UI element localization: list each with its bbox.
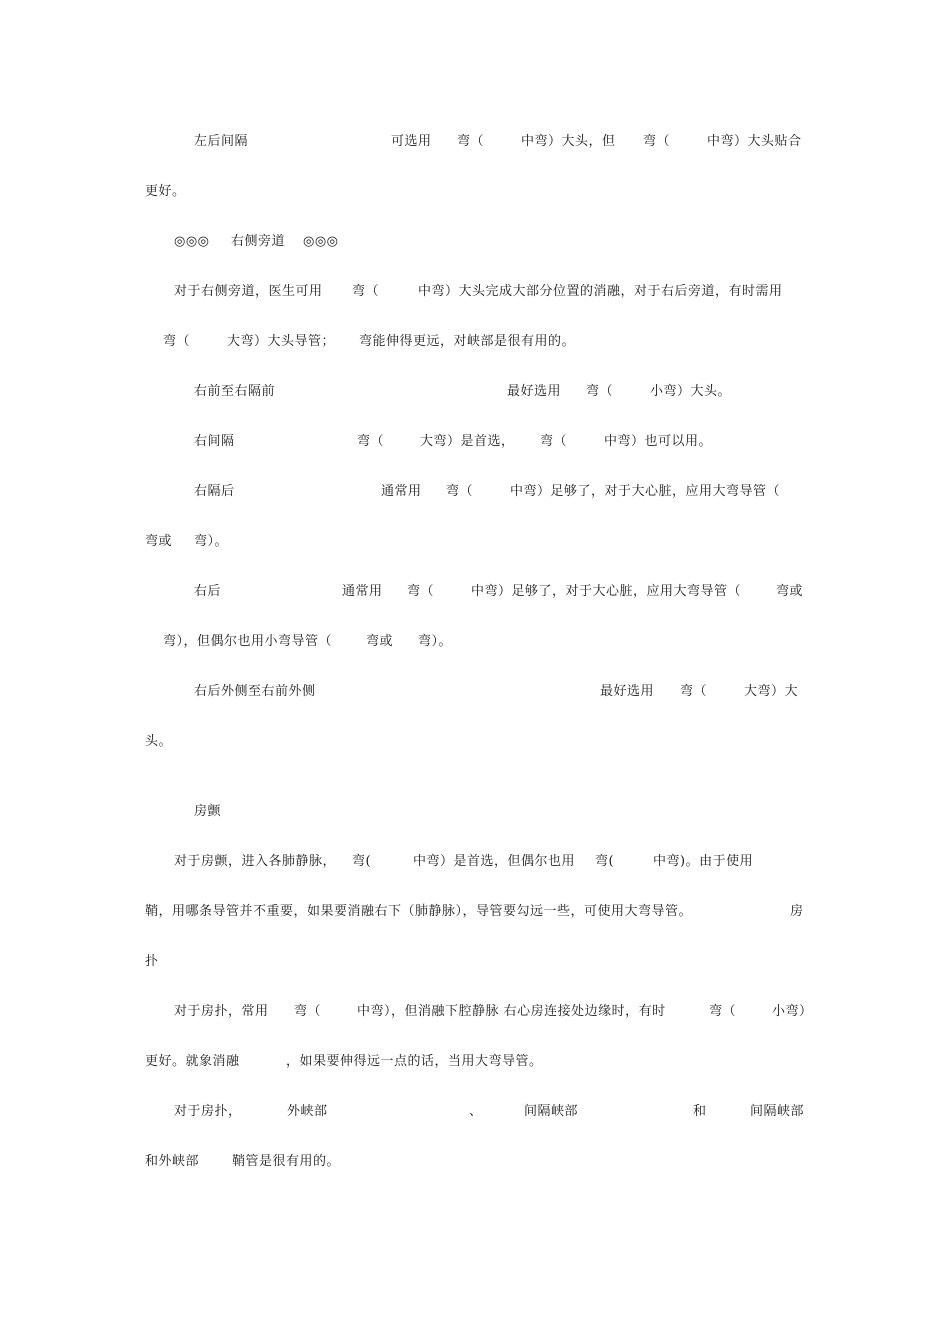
text-segment: 外峡部 (287, 1104, 328, 1119)
text-segment: 中弯）大头完成大部分位置的消融，对于右后旁道，有时需用 (418, 284, 783, 299)
text-segment: ◎◎◎ (174, 234, 210, 249)
text-segment: 对于房扑， (174, 1104, 242, 1119)
text-segment: 弯（ (457, 134, 485, 149)
text-segment: 弯（ (294, 1004, 322, 1019)
text-segment: 头。 (145, 734, 173, 749)
text-segment: 弯（ (357, 434, 385, 449)
text-segment: 弯或 (366, 634, 394, 649)
text-segment: 鞘管是很有用的。 (232, 1154, 341, 1169)
text-segment: 右隔后 (194, 484, 235, 499)
text-segment: 右后外侧至右前外侧 (194, 684, 316, 699)
text-segment: ，如果要伸得远一点的话，当用大弯导管。 (286, 1054, 543, 1069)
text-segment: 右前至右隔前 (194, 384, 276, 399)
text-segment: 弯（ (586, 384, 614, 399)
text-segment: 最好选用 (600, 684, 655, 699)
text-segment: 左后间隔 (194, 134, 249, 149)
text-segment: 间隔峡部 (750, 1104, 805, 1119)
text-segment: 弯或 (145, 534, 173, 549)
text-segment: 中弯）足够了，对于大心脏，应用大弯导管（ (471, 584, 742, 599)
text-segment: 弯）。 (194, 534, 229, 549)
text-segment: 、 (469, 1104, 483, 1119)
text-segment: 大弯）是首选， (420, 434, 515, 449)
text-segment: 鞘，用哪条导管并不重要，如果要消融右下（肺静脉），导管要勾远一些，可使用大弯导管。 (145, 904, 693, 919)
text-segment: 和 (693, 1104, 707, 1119)
text-segment: 更好。 (145, 184, 186, 199)
text-segment: ◎◎◎ (303, 234, 339, 249)
text-segment: 大弯）大头导管； (227, 334, 336, 349)
text-segment: 弯（ (709, 1004, 737, 1019)
text-segment: 中弯)。由于使用 (653, 854, 754, 869)
text-segment: 最好选用 (507, 384, 562, 399)
text-segment: 中弯）大头贴合 (707, 134, 802, 149)
text-segment: 扑 (145, 954, 159, 969)
text-segment: 右后 (194, 584, 222, 599)
text-segment: 可选用 (391, 134, 432, 149)
text-segment: 弯（ (407, 584, 435, 599)
text-segment: 中弯），但消融下腔静脉 右心房连接处边缘时，有时 (357, 1004, 666, 1019)
text-segment: 弯（ (352, 284, 380, 299)
section-heading: 右侧旁道 (231, 234, 286, 249)
text-segment: 对于房扑，常用 (174, 1004, 269, 1019)
text-segment: 右间隔 (194, 434, 235, 449)
text-segment: 中弯）也可以用。 (604, 434, 713, 449)
text-segment: 弯（ (446, 484, 474, 499)
text-segment: 弯( (352, 854, 372, 869)
text-segment: 通常用 (342, 584, 383, 599)
text-segment: 中弯）是首选，但偶尔也用 (413, 854, 576, 869)
text-segment: 通常用 (381, 484, 422, 499)
text-segment: 弯( (595, 854, 615, 869)
text-segment: 弯），但偶尔也用小弯导管（ (163, 634, 333, 649)
text-segment: 弯（ (680, 684, 708, 699)
text-segment: 弯（ (540, 434, 568, 449)
text-segment: 大弯）大 (744, 684, 799, 699)
section-heading: 房颤 (194, 804, 222, 819)
text-segment: 和外峡部 (145, 1154, 200, 1169)
text-segment: 小弯）大头。 (650, 384, 732, 399)
text-segment: 小弯） (772, 1004, 813, 1019)
text-segment: 对于右侧旁道，医生可用 (174, 284, 323, 299)
text-segment: 弯（ (643, 134, 671, 149)
text-segment: 中弯）足够了，对于大心脏，应用大弯导管（ (510, 484, 781, 499)
text-segment: 房 (790, 904, 804, 919)
text-segment: 对于房颤，进入各肺静脉， (174, 854, 337, 869)
text-segment: 弯（ (163, 334, 191, 349)
text-segment: 中弯）大头，但 (521, 134, 616, 149)
text-segment: 间隔峡部 (524, 1104, 579, 1119)
text-segment: 更好。就象消融 (145, 1054, 240, 1069)
text-segment: 弯）。 (418, 634, 453, 649)
text-segment: 弯能伸得更远，对峡部是很有用的。 (359, 334, 576, 349)
text-segment: 弯或 (776, 584, 804, 599)
